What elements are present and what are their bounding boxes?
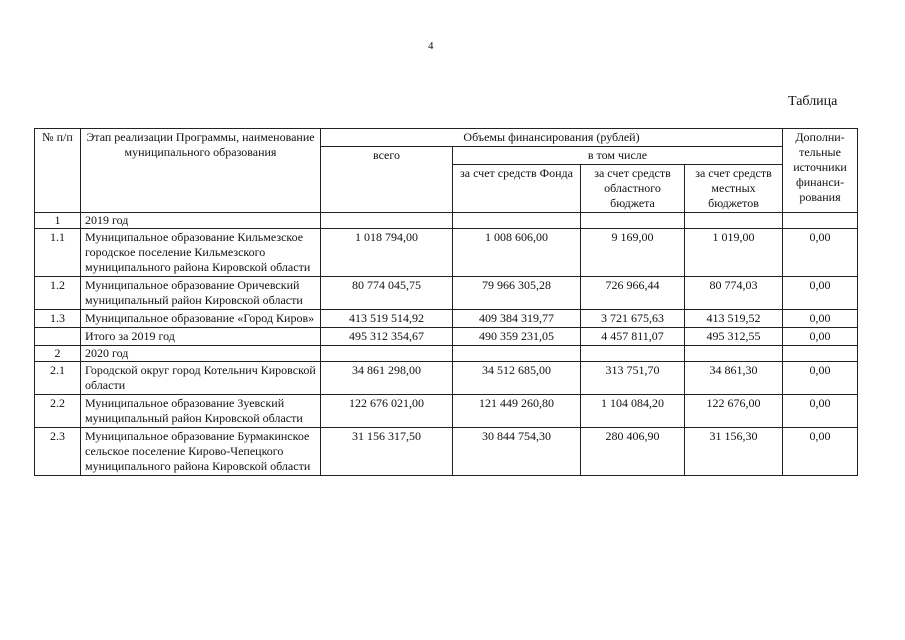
cell-extra: 0,00 — [783, 277, 858, 310]
cell-total: 495 312 354,67 — [321, 328, 453, 346]
cell-fund: 409 384 319,77 — [453, 310, 581, 328]
table-row — [35, 277, 858, 310]
row-name: Городской округ город Котельнич Кировской области — [81, 362, 321, 395]
table-row — [35, 229, 858, 277]
row-number: 2.2 — [35, 395, 81, 428]
cell-regional — [581, 213, 685, 229]
table-row — [35, 362, 858, 395]
cell-extra: 0,00 — [783, 428, 858, 476]
cell-fund: 34 512 685,00 — [453, 362, 581, 395]
row-name: Муниципальное образование Зуевский муниципальный район Кировской области — [81, 395, 321, 428]
header-num: № п/п — [35, 129, 81, 213]
cell-local: 34 861,30 — [685, 362, 783, 395]
cell-total: 1 018 794,00 — [321, 229, 453, 277]
cell-fund — [453, 346, 581, 362]
cell-extra: 0,00 — [783, 229, 858, 277]
cell-fund — [453, 213, 581, 229]
cell-local: 80 774,03 — [685, 277, 783, 310]
row-name: 2019 год — [81, 213, 321, 229]
header-volumes: Объемы финансирования (рублей) — [321, 129, 783, 147]
row-name: Итого за 2019 год — [81, 328, 321, 346]
cell-fund: 490 359 231,05 — [453, 328, 581, 346]
cell-regional — [581, 346, 685, 362]
cell-local: 413 519,52 — [685, 310, 783, 328]
cell-extra — [783, 213, 858, 229]
header-regional: за счет средств областного бюджета — [581, 165, 685, 213]
cell-total: 413 519 514,92 — [321, 310, 453, 328]
table-row — [35, 310, 858, 328]
cell-total — [321, 346, 453, 362]
cell-local — [685, 346, 783, 362]
cell-total: 80 774 045,75 — [321, 277, 453, 310]
financing-table — [34, 128, 858, 476]
section-row — [35, 213, 858, 229]
table-caption: Таблица — [788, 94, 838, 109]
page-number: 4 — [428, 40, 434, 52]
cell-total: 122 676 021,00 — [321, 395, 453, 428]
table-row — [35, 428, 858, 476]
row-name: Муниципальное образование Кильмезское городское поселение Кильмезского муниципального района Кировской области — [81, 229, 321, 277]
cell-extra: 0,00 — [783, 328, 858, 346]
cell-regional: 1 104 084,20 — [581, 395, 685, 428]
cell-local: 1 019,00 — [685, 229, 783, 277]
cell-extra: 0,00 — [783, 362, 858, 395]
cell-regional: 3 721 675,63 — [581, 310, 685, 328]
cell-total — [321, 213, 453, 229]
cell-total: 34 861 298,00 — [321, 362, 453, 395]
cell-regional: 4 457 811,07 — [581, 328, 685, 346]
cell-regional: 313 751,70 — [581, 362, 685, 395]
header-local: за счет средств местных бюджетов — [685, 165, 783, 213]
cell-fund: 121 449 260,80 — [453, 395, 581, 428]
cell-total: 31 156 317,50 — [321, 428, 453, 476]
cell-local — [685, 213, 783, 229]
cell-extra: 0,00 — [783, 395, 858, 428]
table-row — [35, 395, 858, 428]
row-number: 1.2 — [35, 277, 81, 310]
cell-fund: 79 966 305,28 — [453, 277, 581, 310]
cell-extra: 0,00 — [783, 310, 858, 328]
row-number: 1 — [35, 213, 81, 229]
header-including: в том числе — [453, 147, 783, 165]
cell-local: 122 676,00 — [685, 395, 783, 428]
cell-fund: 1 008 606,00 — [453, 229, 581, 277]
table-body — [35, 213, 858, 476]
header-extra-sources: Дополни-тельные источники финанси-рования — [783, 129, 858, 213]
header-fund: за счет средств Фонда — [453, 165, 581, 213]
row-name: Муниципальное образование «Город Киров» — [81, 310, 321, 328]
section-row — [35, 346, 858, 362]
row-number: 2.3 — [35, 428, 81, 476]
row-name: 2020 год — [81, 346, 321, 362]
cell-regional: 280 406,90 — [581, 428, 685, 476]
header-stage: Этап реализации Программы, наименование муниципального образования — [81, 129, 321, 213]
row-number: 2.1 — [35, 362, 81, 395]
cell-regional: 9 169,00 — [581, 229, 685, 277]
cell-fund: 30 844 754,30 — [453, 428, 581, 476]
header-total: всего — [321, 147, 453, 213]
cell-extra — [783, 346, 858, 362]
row-number — [35, 328, 81, 346]
row-number: 2 — [35, 346, 81, 362]
row-name: Муниципальное образование Оричевский муниципальный район Кировской области — [81, 277, 321, 310]
row-number: 1.1 — [35, 229, 81, 277]
row-number: 1.3 — [35, 310, 81, 328]
row-name: Муниципальное образование Бурмакинское сельское поселение Кирово-Чепецкого муниципального района Кировской области — [81, 428, 321, 476]
cell-regional: 726 966,44 — [581, 277, 685, 310]
table-row — [35, 328, 858, 346]
cell-local: 495 312,55 — [685, 328, 783, 346]
cell-local: 31 156,30 — [685, 428, 783, 476]
